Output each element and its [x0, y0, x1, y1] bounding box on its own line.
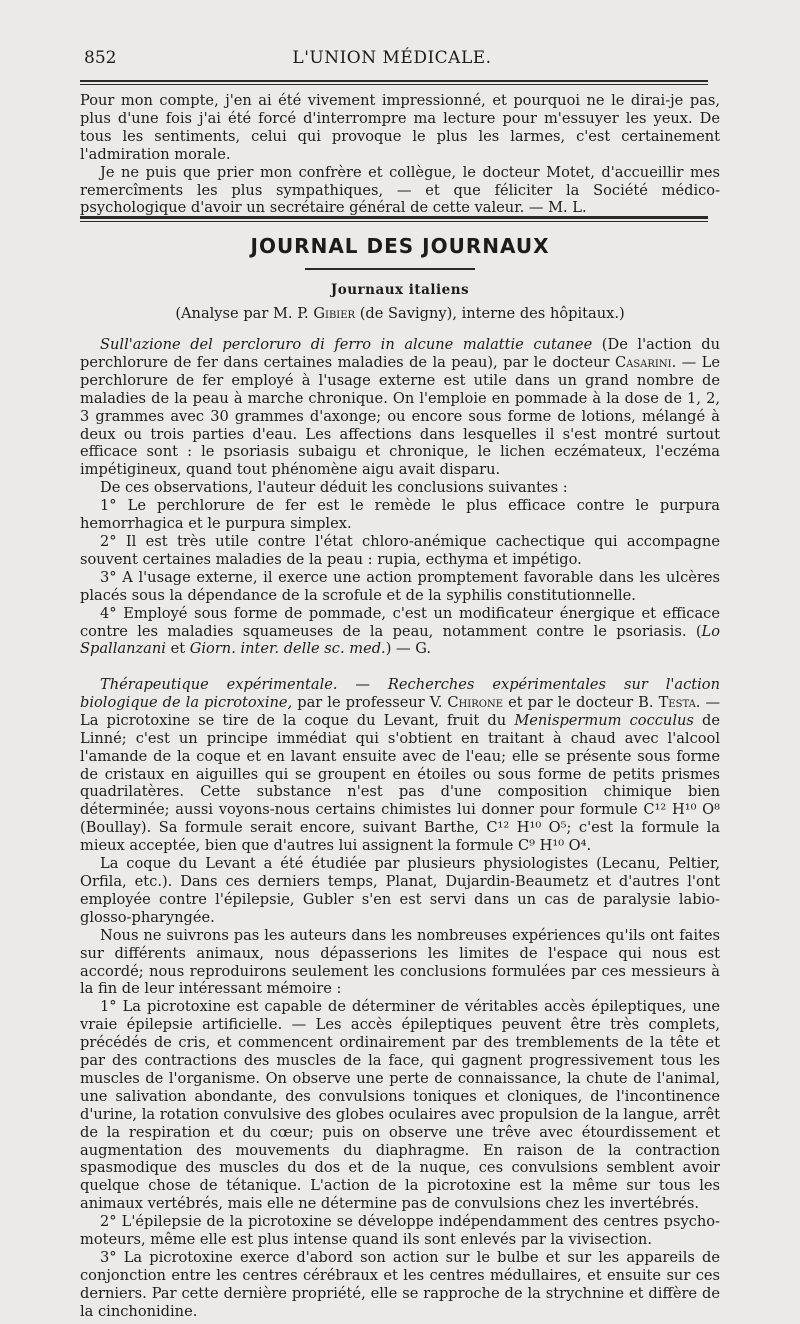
conclusion-4-text: 4° Employé sous forme de pommade, c'est un modificateur énergique et efficace contre les maladies squameuses de la peau, notamment contre le psoriasis. (: [80, 604, 720, 640]
analyse-name: Gibier: [313, 305, 356, 322]
header-rule: [80, 80, 708, 82]
analyse-prefix: (Analyse par M. P.: [175, 305, 309, 322]
page-header: [62, 48, 722, 70]
section-subtitle: Journaux italiens: [330, 282, 470, 298]
article-1-body: [80, 336, 720, 479]
article-1: [80, 336, 720, 658]
reference-1: Lo Spallanzani: [80, 622, 720, 658]
analyse-suffix: (de Savigny), interne des hôpitaux.): [359, 305, 625, 322]
article-1-title-rest: (De l'action du perchlorure de fer dans certaines maladies de la peau), par le docteur: [80, 336, 720, 371]
conclusion-1: 1° Le perchlorure de fer est le remède le plus efficace contre le purpura hemorrhagica et le purpura simplex.: [80, 497, 720, 533]
running-title: L'UNION MÉDICALE.: [292, 48, 492, 68]
analyse-credit: [80, 305, 720, 322]
plant-name: Menispermum cocculus: [514, 711, 694, 729]
conclusions-intro: De ces observations, l'auteur déduit les conclusions suivantes :: [100, 479, 568, 497]
section-rule-thin: [80, 221, 708, 222]
article-2-title: Thérapeutique expérimentale. — Recherches expérimentales sur l'action biologique de la picrotoxine,: [80, 676, 720, 711]
article-2-paragraph-5: 2° L'épilepsie de la picrotoxine se développe indépendamment des centres psycho-moteurs, même elle est plus intense quand ils sont enlevés par la vivisection.: [80, 1213, 720, 1249]
article-2: [80, 676, 720, 1321]
page-number: 852: [84, 48, 117, 68]
title-underline: [305, 268, 475, 270]
conclusion-3: 3° A l'usage externe, il exerce une action promptement favorable dans les ulcères placés sous la dépendance de la scrofule et de la syphilis constitutionnelle.: [80, 568, 720, 604]
reference-and: et: [165, 640, 190, 658]
intro-paragraph-1: Pour mon compte, j'en ai été vivement impressionné, et pourquoi ne le dirai-je pas, plus d'une fois j'ai été forcé d'interrompre ma lecture pour m'essuyer les yeux. De tous les sentiments, celui qui provoque le plus les larmes, c'est certainement l'admiration morale.: [80, 92, 720, 163]
article-2-paragraph-3: Nous ne suivrons pas les auteurs dans les nombreuses expériences qu'ils ont faites sur différents animaux, nous dépasserions les limites de l'espace qui nous est accordé; nous reproduirons seulement les conclusions formulées par ces messieurs à la fin de leur intéressant mémoire :: [80, 926, 720, 998]
conclusion-4-end: ) — G.: [385, 640, 432, 658]
article-2-paragraph-2: La coque du Levant a été étudiée par plusieurs physiologistes (Lecanu, Peltier, Orfila, etc.). Dans ces derniers temps, Planat, Dujardin-Beaumetz et d'autres l'ont employée contre l'épilepsie, Gubler s'en est servi dans un cas de paralysie labio-glosso-pharyngée.: [80, 855, 720, 926]
header-rule-thin: [80, 84, 708, 85]
article-2-by-2: et par le docteur B.: [508, 693, 654, 711]
intro-block: [80, 92, 720, 217]
article-2-author-2: Testa.: [658, 693, 701, 711]
intro-paragraph-2: Je ne puis que prier mon confrère et collègue, le docteur Motet, d'accueillir mes remercîments les plus sympathiques, — et que féliciter la Société médico-psychologique d'avoir un secrétaire général de cette valeur. — M. L.: [80, 163, 720, 217]
section-rule: [80, 216, 708, 219]
article-2-by-1: par le professeur V.: [297, 693, 443, 711]
article-2-author-1: Chirone: [447, 693, 504, 711]
reference-2: Giorn. inter. delle sc. med.: [189, 640, 386, 658]
article-1-text: — Le perchlorure de fer employé à l'usage externe est utile dans un grand nombre de maladies de la peau à marche chronique. On l'emploie en pommade à la dose de 1, 2, 3 grammes avec 30 grammes d'axonge; ou encore sous forme de lotions, mélangé à deux ou trois parties d'eau. Les affections dans lesquelles il s'est montré surtout efficace sont : le psoriasis subaigu et chronique, le lichen eczémateux, l'eczéma impétigineux, quand tout phénomène aigu avait disparu.: [80, 353, 721, 479]
conclusion-4: [80, 605, 720, 659]
article-2-paragraph-4: 1° La picrotoxine est capable de déterminer de véritables accès épileptiques, une vraie épilepsie artificielle. — Les accès épileptiques peuvent être très complets, précédés de cris, et commencent ordinairement par des tremblements de la tête et par des contractions des muscles de la face, qui gagnent progressivement tous les muscles de l'organisme. On observe une perte de connaissance, la chute de l'animal, une salivation abondante, des convulsions toniques et cloniques, de l'incontinence d'urine, la rotation convulsive des globes oculaires avec propulsion de la langue, arrêt de la respiration et du cœur; puis on observe une trêve avec étourdissement et augmentation des mouvements du diaphragme. En raison de la contraction spasmodique des muscles du dos et de la nuque, ces convulsions semblent avoir quelque chose de tétanique. L'action de la picrotoxine est la même sur tous les animaux vertébrés, mais elle ne détermine pas de convulsions chez les invertébrés.: [80, 998, 720, 1213]
article-1-title: Sull'azione del percloruro di ferro in alcune malattie cutanee: [100, 336, 593, 353]
article-2-intro: [80, 676, 720, 855]
article-2-intro-a: — La picrotoxine se tire de la coque du Levant, fruit du: [80, 693, 721, 729]
article-2-intro-b: de Linné; c'est un principe immédiat qui s'obtient en traitant à chaud avec l'alcool l'amande de la coque et en lavant ensuite avec de l'eau; elle se présente sous forme de cristaux en aiguilles qui se groupent en étoiles ou sous forme de petits prismes quadrilatères. Cette substance n'est pas d'une composition chimique bien déterminée; aussi voyons-nous certains chimistes lui donner pour formule C¹² H¹⁰ O⁸ (Boullay). Sa formule serait encore, suivant Barthe, C¹² H¹⁰ O⁵; c'est la formule la mieux acceptée, bien que d'autres lui assignent la formule C⁹ H¹⁰ O⁴.: [80, 711, 720, 855]
section-title: JOURNAL DES JOURNAUX: [250, 234, 550, 258]
article-2-paragraph-6: 3° La picrotoxine exerce d'abord son action sur le bulbe et sur les appareils de conjonction entre les centres cérébraux et les centres médullaires, et ensuite sur ces derniers. Par cette dernière propriété, elle se rapproche de la strychnine et diffère de la cinchonidine.: [80, 1249, 720, 1320]
conclusion-2: 2° Il est très utile contre l'état chloro-anémique cachectique qui accompagne souvent certaines maladies de la peau : rupia, ecthyma et impétigo.: [80, 532, 720, 568]
article-1-author: Casarini.: [614, 353, 677, 371]
